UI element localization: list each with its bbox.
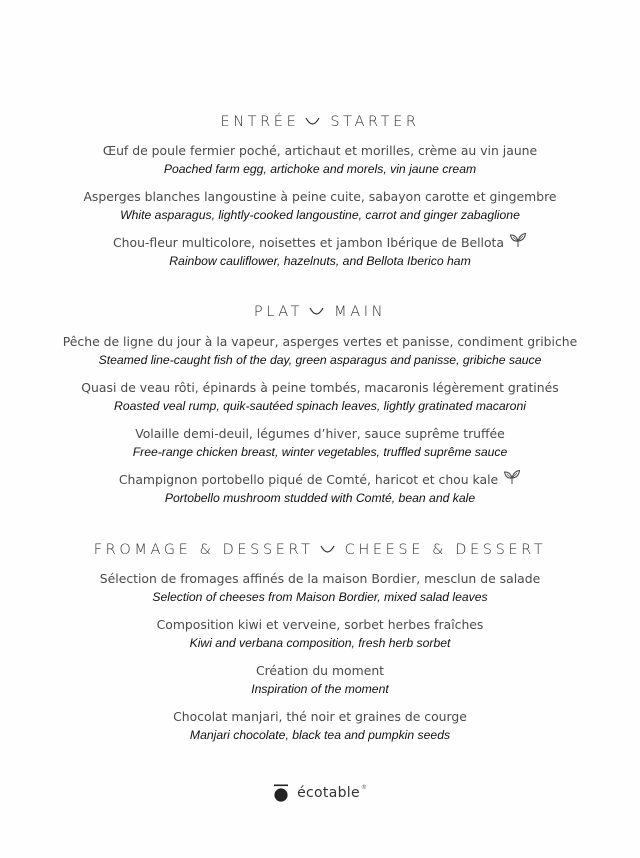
dish-name-en: Poached farm egg, artichoke and morels, vin jaune cream	[163, 162, 477, 176]
dish-name-en: Inspiration of the moment	[251, 682, 389, 696]
dish-name-en: Kiwi and verbana composition, fresh herb sorbet	[189, 636, 451, 650]
dish-name-en: Selection of cheeses from Maison Bordier, mixed salad leaves	[152, 590, 488, 604]
smile-arc-icon	[309, 307, 324, 316]
dish-name-en: Free-range chicken breast, winter vegetables, truffled suprême sauce	[132, 445, 508, 459]
brand-name: écotable	[297, 785, 360, 801]
dish-name-en: White asparagus, lightly-cooked langoustine, carrot and ginger zabaglione	[120, 208, 520, 222]
dish-name-fr: Champignon portobello piqué de Comté, haricot et chou kale	[118, 472, 499, 487]
dish-name-en: Manjari chocolate, black tea and pumpkin seeds	[189, 728, 451, 742]
dish-name-fr: Sélection de fromages affinés de la maison Bordier, mesclun de salade	[99, 571, 541, 586]
section-title-starter	[0, 114, 640, 130]
dish-name-fr: Œuf de poule fermier poché, artichaut et morilles, crème au vin jaune	[102, 143, 538, 158]
leaf-icon	[509, 232, 527, 248]
dish-name-en: Steamed line-caught fish of the day, green asparagus and panisse, gribiche sauce	[98, 353, 542, 367]
menu-item	[0, 234, 640, 270]
section-title-cheese-dessert	[0, 542, 640, 558]
dish-name-fr: Asperges blanches langoustine à peine cuite, sabayon carotte et gingembre	[83, 189, 557, 204]
menu-item	[0, 188, 640, 224]
dish-name-en: Portobello mushroom studded with Comté, bean and kale	[164, 491, 476, 505]
section-title-en: MAIN	[334, 304, 387, 320]
dish-name-en: Roasted veal rump, quik-sautéed spinach leaves, lightly gratinated macaroni	[114, 399, 526, 413]
menu-item	[0, 142, 640, 178]
menu-item	[0, 616, 640, 652]
menu-item	[0, 662, 640, 698]
dish-name-en: Rainbow cauliflower, hazelnuts, and Bellota Iberico ham	[169, 254, 471, 268]
brand-logo	[0, 784, 640, 802]
menu-item	[0, 379, 640, 415]
menu-item	[0, 425, 640, 461]
dish-name-fr: Création du moment	[255, 663, 385, 678]
menu-item	[0, 570, 640, 606]
menu-item	[0, 708, 640, 744]
ecotable-logo-icon	[273, 784, 289, 802]
section-title-fr: ENTRÉE	[220, 114, 300, 130]
section-title-en: CHEESE & DESSERT	[344, 542, 547, 558]
section-title-fr: PLAT	[253, 304, 304, 320]
leaf-icon	[503, 469, 521, 485]
dish-name-fr: Chou-fleur multicolore, noisettes et jambon Ibérique de Bellota	[112, 235, 504, 250]
dish-name-fr: Chocolat manjari, thé noir et graines de courge	[173, 709, 467, 724]
registered-mark: ®	[360, 783, 367, 791]
dish-name-fr: Quasi de veau rôti, épinards à peine tombés, macaronis légèrement gratinés	[81, 380, 559, 395]
dish-name-fr: Volaille demi-deuil, légumes d’hiver, sauce suprême truffée	[135, 426, 505, 441]
smile-arc-icon	[320, 545, 335, 554]
dish-name-fr: Composition kiwi et verveine, sorbet herbes fraîches	[156, 617, 484, 632]
section-title-fr: FROMAGE & DESSERT	[93, 542, 314, 558]
menu-item	[0, 333, 640, 369]
section-title-main	[0, 304, 640, 320]
menu-item	[0, 471, 640, 507]
dish-name-fr: Pêche de ligne du jour à la vapeur, asperges vertes et panisse, condiment gribiche	[62, 334, 578, 349]
section-title-en: STARTER	[330, 114, 420, 130]
smile-arc-icon	[305, 117, 320, 126]
